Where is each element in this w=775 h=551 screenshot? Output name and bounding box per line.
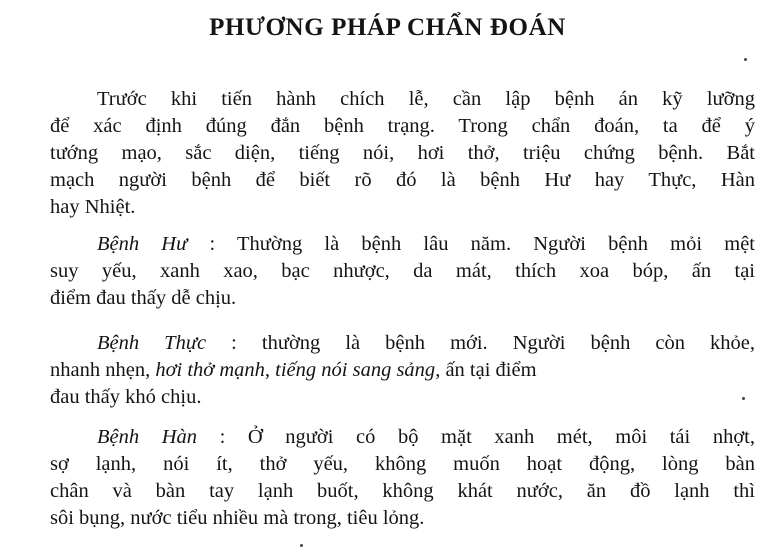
paragraph-2-line-1 [97, 231, 755, 258]
scan-speck [744, 58, 747, 61]
paragraph-3-line-1 [97, 330, 755, 357]
scan-speck [300, 544, 303, 547]
phrase-hoi-tho-manh: hơi thở mạnh [155, 359, 265, 381]
paragraph-4-line-4: sôi bụng, nước tiểu nhiều mà trong, tiêu lỏng. [50, 507, 425, 529]
paragraph-1-line-3: tướng mạo, sắc diện, tiếng nói, hơi thở, triệu chứng bệnh. Bắt [50, 142, 755, 164]
paragraph-3-line-2-part-e: , ấn tại điểm [435, 359, 537, 381]
paragraph-2-line-3: điểm đau thấy dễ chịu. [50, 287, 237, 309]
paragraph-4-line-2: sợ lạnh, nói ít, thở yếu, không muốn hoạt động, lòng bàn [50, 453, 755, 475]
paragraph-1-line-5: hay Nhiệt. [50, 196, 136, 218]
paragraph-2-line-1-text: : Thường là bệnh lâu năm. Người bệnh mỏi mệt [187, 233, 755, 255]
paragraph-4-line-1-text: : Ở người có bộ mặt xanh mét, môi tái nhợt, [197, 426, 755, 448]
paragraph-3-line-2-part-c: , [264, 359, 276, 381]
scan-speck [742, 397, 745, 400]
paragraph-4-line-1 [97, 424, 755, 451]
paragraph-3-line-2 [50, 357, 755, 384]
paragraph-1-line-4: mạch người bệnh để biết rõ đó là bệnh Hư hay Thực, Hàn [50, 169, 755, 191]
paragraph-1-line-1: Trước khi tiến hành chích lễ, cần lập bệnh án kỹ lưỡng [97, 88, 755, 110]
term-benh-thuc: Bệnh Thực [97, 332, 207, 354]
term-benh-hu: Bệnh Hư [97, 233, 188, 255]
paragraph-3-line-3: đau thấy khó chịu. [50, 386, 202, 408]
paragraph-3-line-1-text: : thường là bệnh mới. Người bệnh còn khỏe, [206, 332, 755, 354]
paragraph-4-line-3: chân và bàn tay lạnh buốt, không khát nước, ăn đồ lạnh thì [50, 480, 755, 502]
page-title: PHƯƠNG PHÁP CHẨN ĐOÁN [209, 14, 566, 41]
paragraph-3-line-2-part-a: nhanh nhẹn, [50, 359, 156, 381]
term-benh-han: Bệnh Hàn [97, 426, 198, 448]
paragraph-1-line-2: để xác định đúng đắn bệnh trạng. Trong chẩn đoán, ta để ý [50, 115, 755, 137]
phrase-tieng-noi-sang-sang: tiếng nói sang sảng [275, 359, 436, 381]
paragraph-2-line-2: suy yếu, xanh xao, bạc nhược, da mát, thích xoa bóp, ấn tại [50, 260, 755, 282]
